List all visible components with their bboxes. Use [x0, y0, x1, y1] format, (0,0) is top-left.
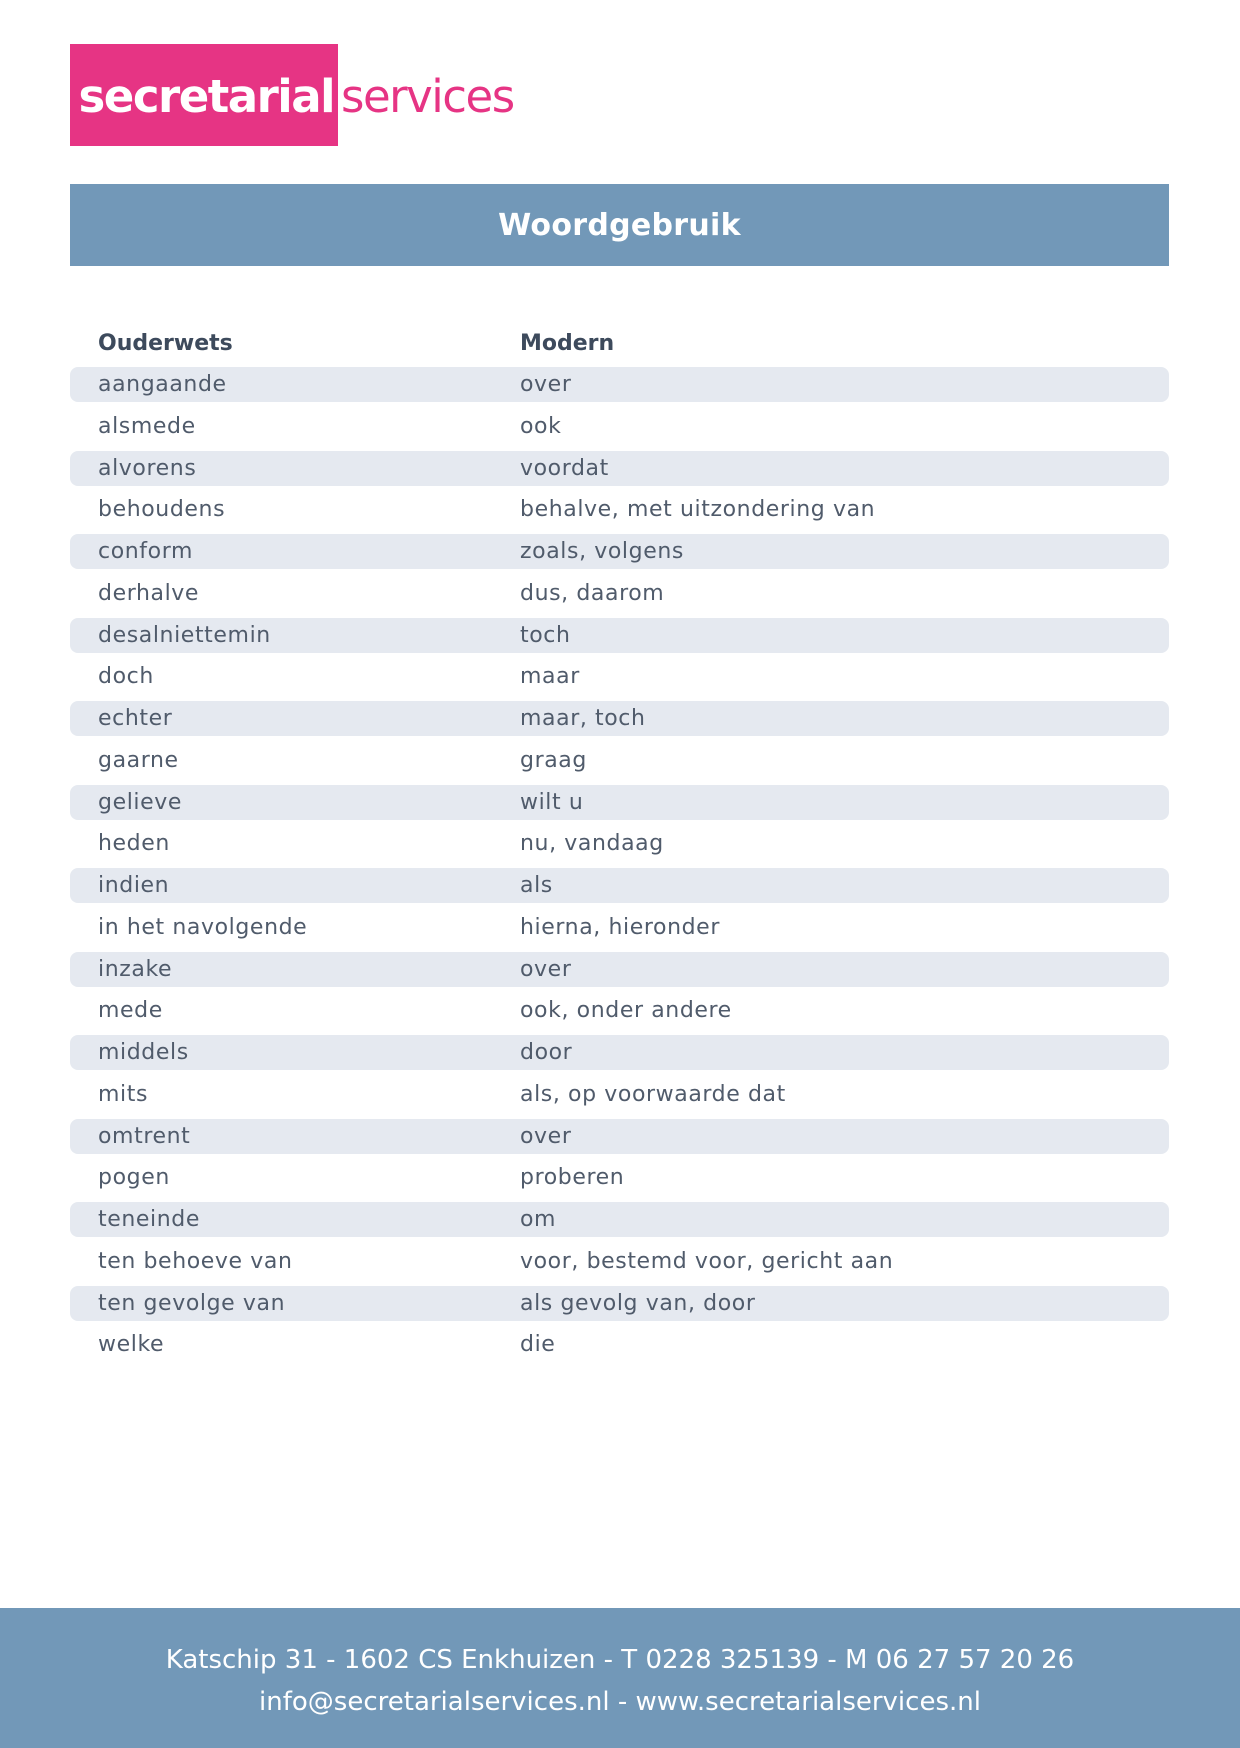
table-row	[70, 409, 1169, 444]
table-row	[70, 451, 1169, 486]
table-rows	[70, 367, 1169, 1362]
cell-old-word: desalniettemin	[98, 622, 271, 648]
cell-old-word: doch	[98, 664, 154, 690]
cell-modern-word: als	[520, 873, 553, 898]
cell-modern-word: voor, bestemd voor, gericht aan	[520, 1248, 894, 1274]
table-row	[70, 743, 1169, 778]
table-header	[70, 322, 1169, 364]
cell-modern-word: wilt u	[520, 789, 584, 815]
table-row	[70, 1202, 1169, 1237]
cell-old-word: welke	[98, 1332, 165, 1358]
table-row	[70, 618, 1169, 653]
footer-contact: info@secretarialservices.nl - www.secretarialservices.nl	[259, 1687, 981, 1717]
table-row	[70, 952, 1169, 987]
cell-modern-word: over	[520, 372, 572, 397]
table-row	[70, 1035, 1169, 1070]
cell-modern-word: om	[520, 1207, 557, 1232]
table-row	[70, 701, 1169, 736]
table-row	[70, 785, 1169, 820]
cell-old-word: omtrent	[98, 1123, 191, 1149]
cell-modern-word: behalve, met uitzondering van	[520, 497, 876, 523]
cell-modern-word: over	[520, 1123, 572, 1149]
table-row	[70, 1077, 1169, 1112]
cell-modern-word: dus, daarom	[520, 580, 665, 606]
title-banner	[70, 184, 1169, 266]
cell-old-word: pogen	[98, 1165, 170, 1191]
table-row	[70, 576, 1169, 611]
cell-modern-word: zoals, volgens	[520, 539, 684, 564]
footer	[0, 1608, 1240, 1748]
logo-text-bold: secretarial	[78, 69, 334, 123]
header-old: Ouderwets	[98, 330, 233, 356]
cell-old-word: ten gevolge van	[98, 1290, 286, 1316]
cell-modern-word: die	[520, 1332, 556, 1358]
cell-old-word: indien	[98, 873, 170, 898]
cell-old-word: alsmede	[98, 413, 196, 439]
cell-old-word: middels	[98, 1040, 189, 1065]
cell-modern-word: maar, toch	[520, 706, 646, 731]
cell-modern-word: voordat	[520, 455, 609, 481]
table-row	[70, 1160, 1169, 1195]
header-new: Modern	[520, 330, 615, 356]
cell-modern-word: als, op voorwaarde dat	[520, 1081, 786, 1107]
cell-old-word: mits	[98, 1081, 149, 1107]
cell-modern-word: graag	[520, 747, 587, 773]
table-row	[70, 534, 1169, 569]
cell-old-word: aangaande	[98, 372, 227, 397]
table-row	[70, 1286, 1169, 1321]
footer-address: Katschip 31 - 1602 CS Enkhuizen - T 0228 325139 - M 06 27 57 20 26	[165, 1645, 1075, 1675]
cell-old-word: gaarne	[98, 747, 179, 773]
logo	[70, 44, 514, 146]
table-row	[70, 1119, 1169, 1154]
cell-old-word: echter	[98, 706, 173, 731]
table-row	[70, 1244, 1169, 1279]
page-title: Woordgebruik	[498, 207, 741, 243]
cell-old-word: derhalve	[98, 580, 200, 606]
cell-old-word: mede	[98, 998, 163, 1024]
cell-modern-word: maar	[520, 664, 580, 690]
table-row	[70, 993, 1169, 1028]
table-row	[70, 492, 1169, 527]
cell-old-word: ten behoeve van	[98, 1248, 293, 1274]
table-row	[70, 659, 1169, 694]
cell-modern-word: als gevolg van, door	[520, 1290, 756, 1316]
logo-text-light: services	[341, 69, 514, 123]
cell-old-word: gelieve	[98, 789, 183, 815]
table-row	[70, 367, 1169, 402]
cell-old-word: alvorens	[98, 455, 197, 481]
logo-pink-box	[70, 44, 338, 146]
cell-modern-word: nu, vandaag	[520, 831, 664, 857]
table-row	[70, 826, 1169, 861]
word-usage-table	[70, 322, 1169, 1369]
cell-modern-word: over	[520, 956, 572, 982]
cell-modern-word: hierna, hieronder	[520, 914, 720, 940]
table-row	[70, 910, 1169, 945]
cell-old-word: inzake	[98, 956, 173, 982]
cell-modern-word: door	[520, 1040, 573, 1065]
cell-old-word: behoudens	[98, 497, 226, 523]
cell-modern-word: toch	[520, 622, 571, 648]
cell-old-word: heden	[98, 831, 170, 857]
table-row	[70, 1327, 1169, 1362]
table-row	[70, 868, 1169, 903]
cell-old-word: conform	[98, 539, 193, 564]
cell-modern-word: ook, onder andere	[520, 998, 732, 1024]
cell-old-word: in het navolgende	[98, 914, 308, 940]
cell-modern-word: ook	[520, 413, 562, 439]
cell-modern-word: proberen	[520, 1165, 625, 1191]
cell-old-word: teneinde	[98, 1207, 200, 1232]
